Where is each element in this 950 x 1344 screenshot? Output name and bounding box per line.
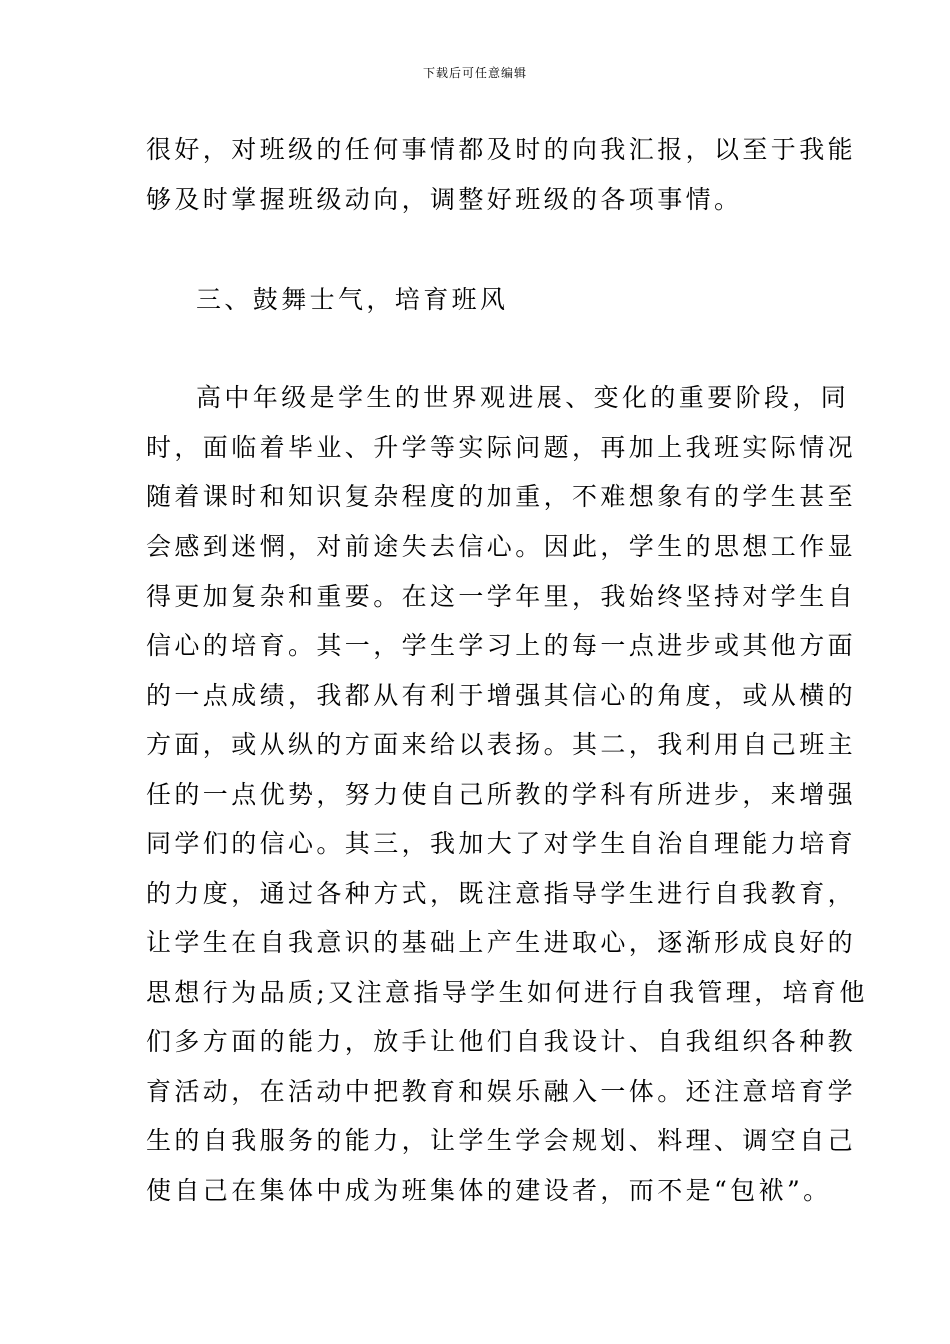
paragraph-line: 会感到迷惘，对前途失去信心。因此，学生的思想工作显 [146,532,857,561]
paragraph-line: 使自己在集体中成为班集体的建设者，而不是“包袱”。 [146,1176,832,1205]
paragraph-line: 生的自我服务的能力，让学生学会规划、料理、调空自己 [146,1126,857,1155]
paragraph-line: 得更加复杂和重要。在这一学年里，我始终坚持对学生自 [146,582,857,611]
paragraph-line: 的一点成绩，我都从有利于增强其信心的角度，或从横的 [146,681,857,710]
paragraph-line: 很好，对班级的任何事情都及时的向我汇报，以至于我能 [146,135,857,164]
paragraph-line: 让学生在自我意识的基础上产生进取心，逐渐形成良好的 [146,928,857,957]
paragraph-line: 育活动，在活动中把教育和娱乐融入一体。还注意培育学 [146,1077,857,1106]
paragraph-line: 任的一点优势，努力使自己所教的学科有所进步，来增强 [146,780,857,809]
paragraph-line: 方面，或从纵的方面来给以表扬。其二，我利用自己班主 [146,730,857,759]
paragraph-line: 随着课时和知识复杂程度的加重，不难想象有的学生甚至 [146,482,857,511]
paragraph-line: 够及时掌握班级动向，调整好班级的各项事情。 [146,185,743,214]
paragraph-line: 们多方面的能力，放手让他们自我设计、自我组织各种教 [146,1027,857,1056]
paragraph-line: 信心的培育。其一，学生学习上的每一点进步或其他方面 [146,631,857,660]
section-heading: 三、鼓舞士气，培育班风 [196,285,509,314]
paragraph-line: 高中年级是学生的世界观进展、变化的重要阶段，同 [196,383,850,412]
paragraph-line: 的力度，通过各种方式，既注意指导学生进行自我教育， [146,879,857,908]
paragraph-line: 时，面临着毕业、升学等实际问题，再加上我班实际情况 [146,433,857,462]
paragraph-line: 同学们的信心。其三，我加大了对学生自治自理能力培育 [146,829,857,858]
page-header: 下载后可任意编辑 [422,66,527,80]
paragraph-line: 思想行为品质;又注意指导学生如何进行自我管理，培育他 [146,978,868,1007]
